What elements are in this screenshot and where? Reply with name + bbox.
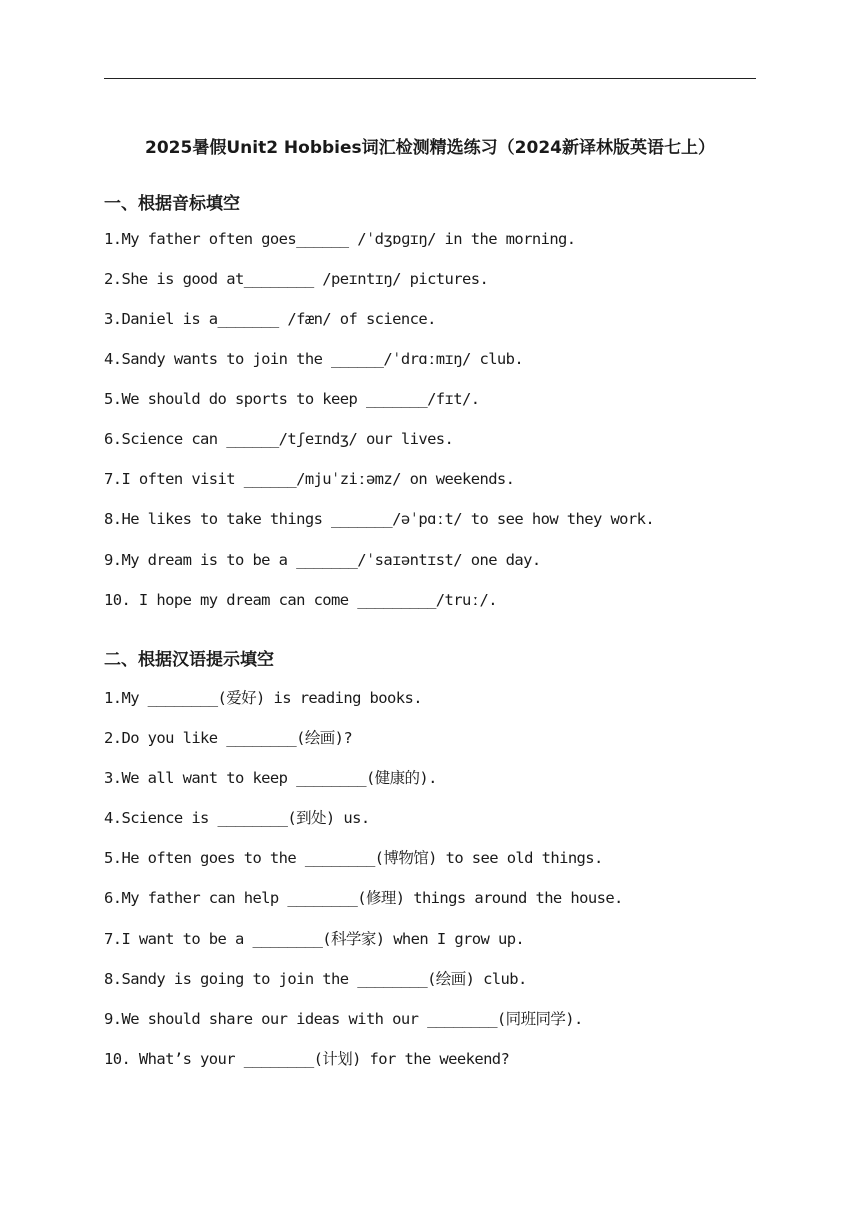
question-line: 2.She is good at________ /peɪntɪŋ/ pictures. [104,270,489,288]
question-line: 5.We should do sports to keep _______/fɪt/. [104,390,480,408]
question-line: 7.I want to be a ________(科学家) when I grow up. [104,930,525,948]
question-line: 10. I hope my dream can come _________/truː/. [104,591,497,609]
question-line: 1.My father often goes______ /ˈdʒɒɡɪŋ/ in the morning. [104,230,576,248]
question-line: 9.We should share our ideas with our ________(同班同学). [104,1010,583,1028]
question-line: 4.Science is ________(到处) us. [104,809,370,827]
question-line: 9.My dream is to be a _______/ˈsaɪəntɪst/ one day. [104,551,541,569]
question-line: 7.I often visit ______/mjuˈziːəmz/ on weekends. [104,470,515,488]
question-line: 8.Sandy is going to join the ________(绘画) club. [104,970,527,988]
question-line: 6.Science can ______/tʃeɪndʒ/ our lives. [104,430,454,448]
question-line: 4.Sandy wants to join the ______/ˈdrɑːmɪŋ/ club. [104,350,524,368]
document-title: 2025暑假Unit2 Hobbies词汇检测精选练习（2024新译林版英语七上） [145,138,715,158]
header-rule [104,78,756,79]
section-heading-chinese-hints: 二、根据汉语提示填空 [104,650,274,670]
question-line: 2.Do you like ________(绘画)? [104,729,353,747]
question-line: 3.We all want to keep ________(健康的). [104,769,437,787]
question-line: 6.My father can help ________(修理) things around the house. [104,889,623,907]
section-heading-phonetics: 一、根据音标填空 [104,194,240,214]
question-line: 5.He often goes to the ________(博物馆) to see old things. [104,849,603,867]
question-line: 3.Daniel is a_______ /fæn/ of science. [104,310,436,328]
question-line: 1.My ________(爱好) is reading books. [104,689,422,707]
question-line: 10. What’s your ________(计划) for the weekend? [104,1050,510,1068]
question-line: 8.He likes to take things _______/əˈpɑːt/ to see how they work. [104,510,655,528]
